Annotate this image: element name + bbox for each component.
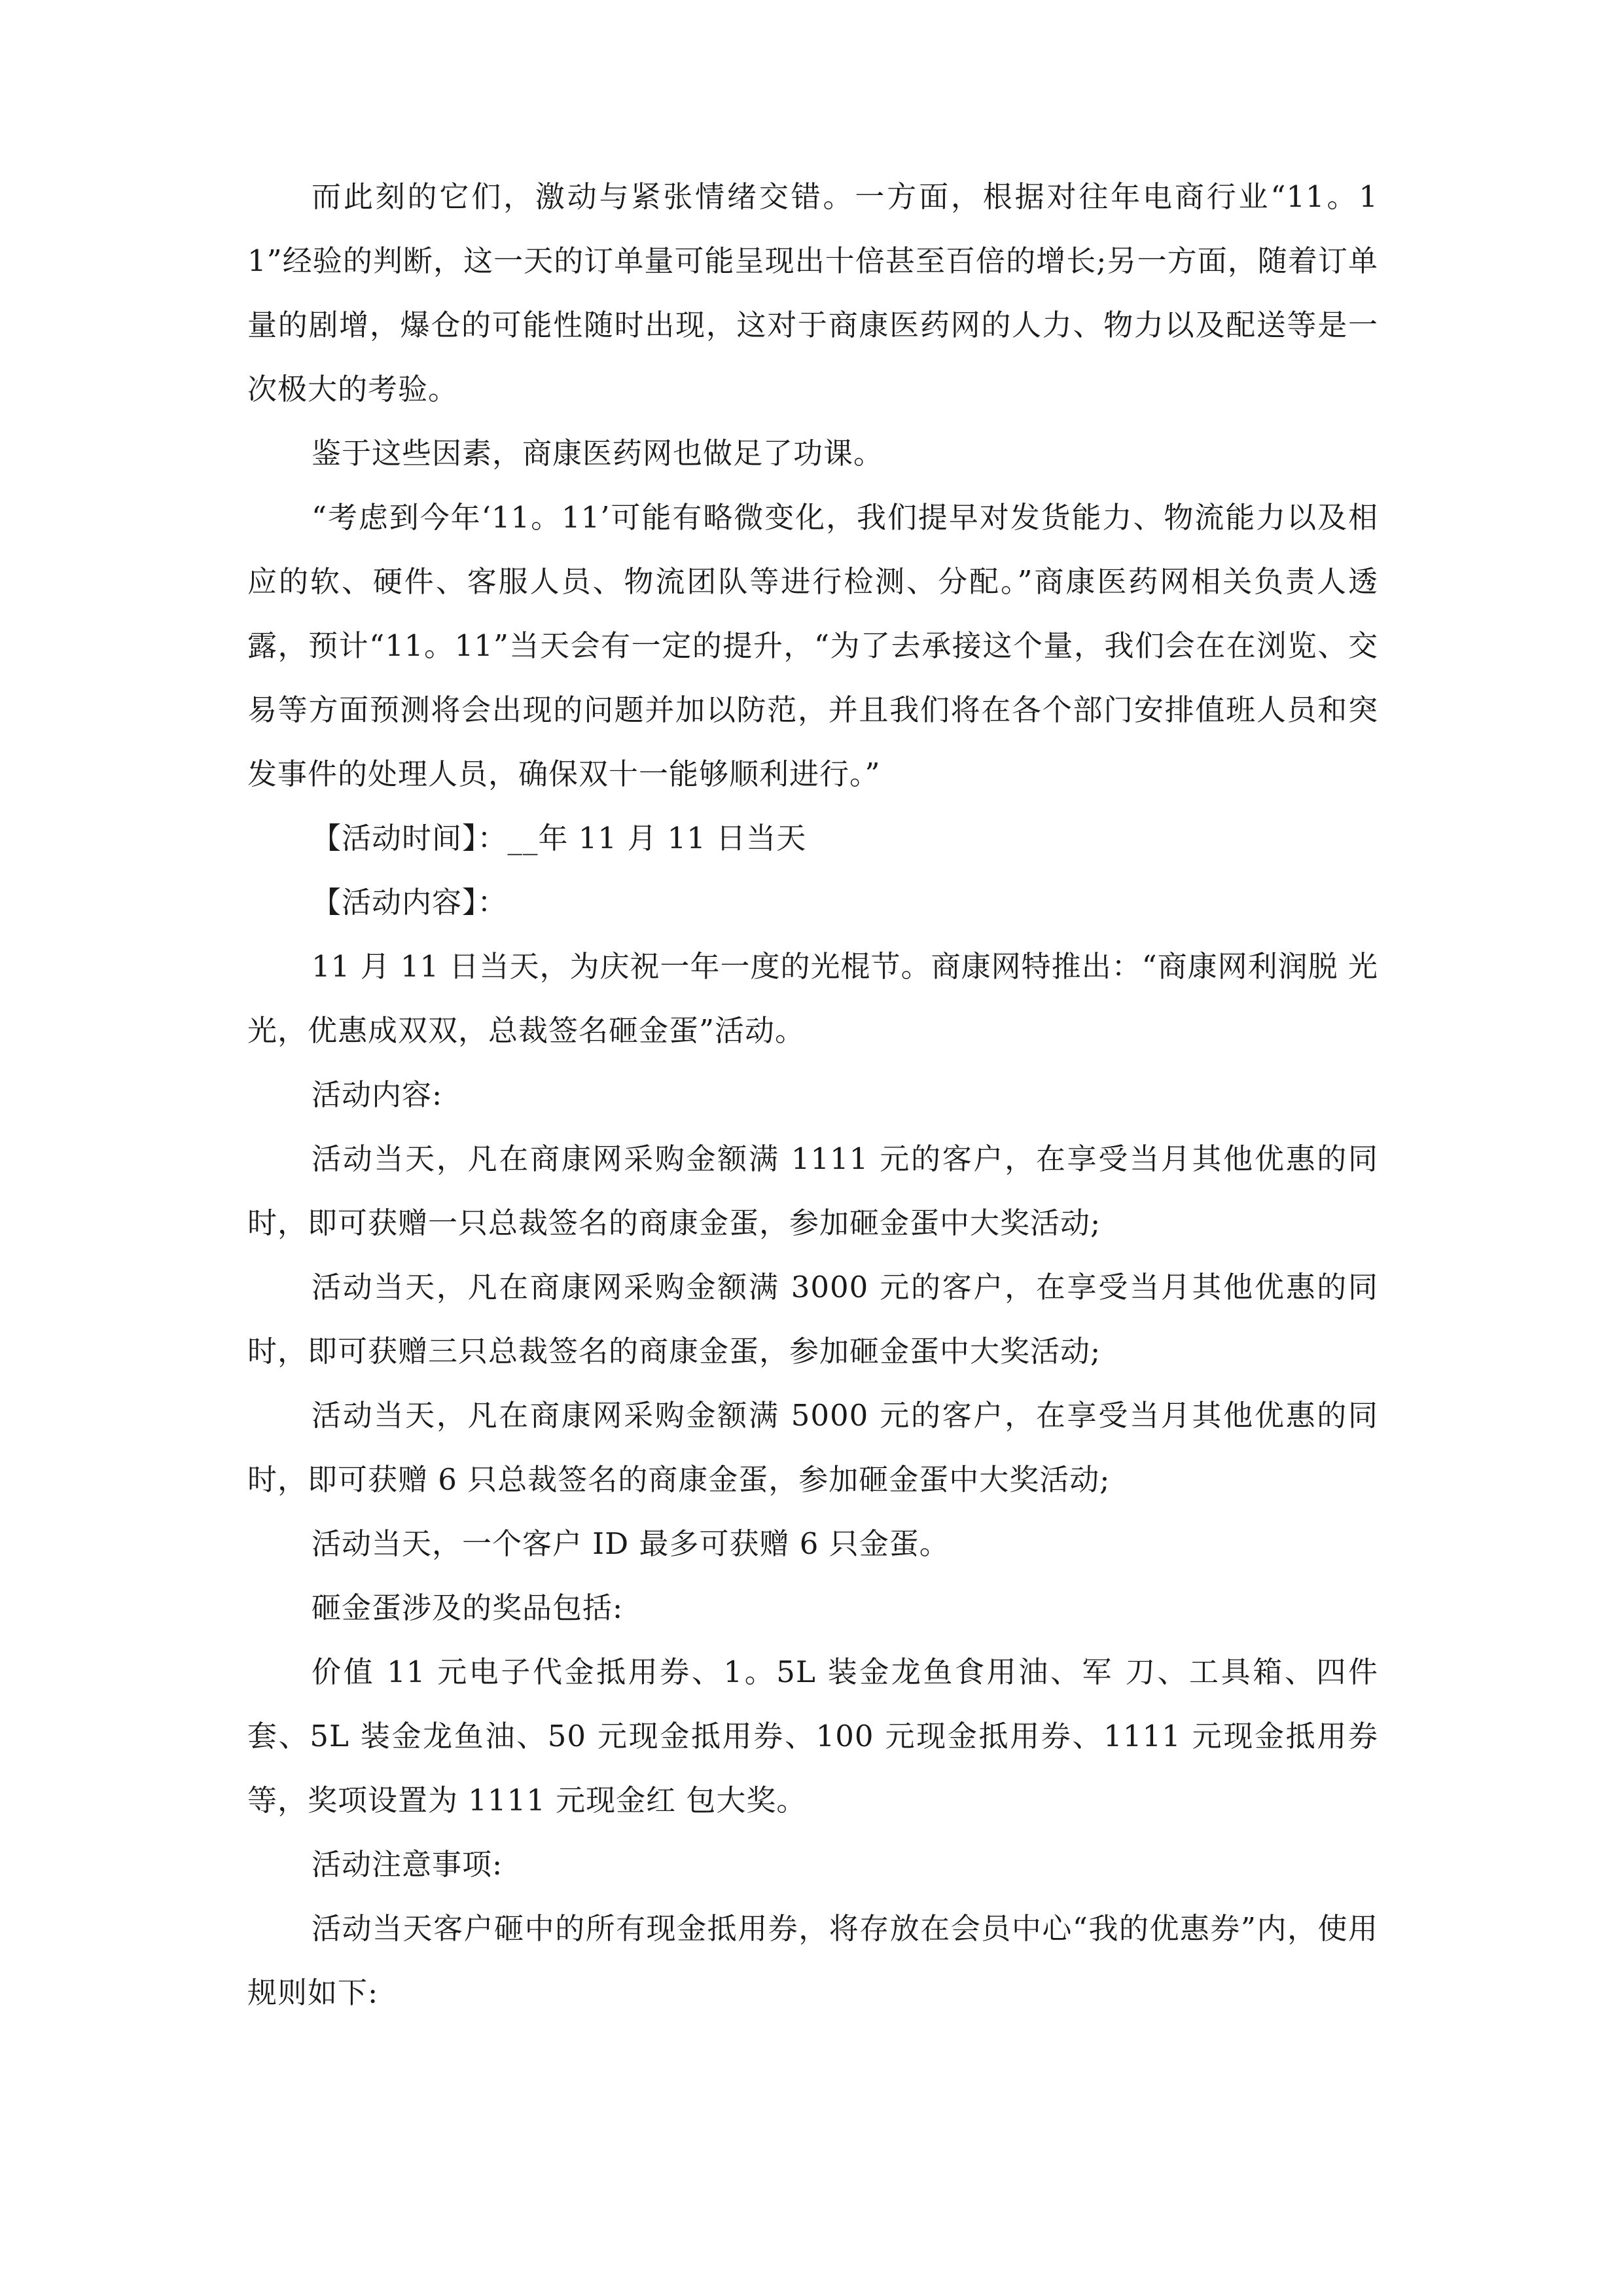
paragraph-preparation: 鉴于这些因素，商康医药网也做足了功课。 (312, 436, 884, 471)
activity-content-heading: 【活动内容】： (312, 885, 508, 920)
rule-tier-1111: 活动当天，凡在商康网采购金额满 1111 元的客户，在享受当月其他优惠的同时，即可获赠一只总裁签名的商康金蛋，参加砸金蛋中大奖活动; (247, 1141, 1378, 1240)
activity-content-subheading: 活动内容: (312, 1077, 443, 1112)
paragraph-intro: 而此刻的它们，激动与紧张情绪交错。一方面，根据对往年电商行业“11。11”经验的判断，这一天的订单量可能呈现出十倍甚至百倍的增长;另一方面，随着订单量的剧增，爆仓的可能性随时出现，这对于商康医药网的人力、物力以及配送等是一次极大的考验。 (247, 179, 1378, 406)
rule-tier-3000: 活动当天，凡在商康网采购金额满 3000 元的客户，在享受当月其他优惠的同时，即可获赠三只总裁签名的商康金蛋，参加砸金蛋中大奖活动; (247, 1270, 1378, 1369)
prizes-heading: 砸金蛋涉及的奖品包括: (312, 1590, 624, 1625)
rule-tier-5000: 活动当天，凡在商康网采购金额满 5000 元的客户，在享受当月其他优惠的同时，即可获赠 6 只总裁签名的商康金蛋，参加砸金蛋中大奖活动; (247, 1398, 1378, 1497)
rule-max-eggs: 活动当天，一个客户 ID 最多可获赠 6 只金蛋。 (312, 1526, 950, 1561)
paragraph-quote: “考虑到今年‘11。11’可能有略微变化，我们提早对发货能力、物流能力以及相应的软、硬件、客服人员、物流团队等进行检测、分配。”商康医药网相关负责人透露，预计“11。11”当天会有一定的提升，“为了去承接这个量，我们会在在浏览、交易等方面预测将会出现的问题并加以防范，并且我们将在各个部门安排值班人员和突发事件的处理人员，确保双十一能够顺利进行。” (247, 500, 1378, 791)
notes-heading: 活动注意事项: (312, 1847, 503, 1882)
activity-time: 【活动时间】：__年 11 月 11 日当天 (312, 821, 807, 855)
document-page (247, 165, 1378, 2025)
paragraph-event-intro: 11 月 11 日当天，为庆祝一年一度的光棍节。商康网特推出：“商康网利润脱 光光，优惠成双双，总裁签名砸金蛋”活动。 (247, 949, 1378, 1048)
notes-coupon-rules: 活动当天客户砸中的所有现金抵用券，将存放在会员中心“我的优惠券”内，使用规则如下: (247, 1911, 1378, 2010)
prizes-list: 价值 11 元电子代金抵用券、1。5L 装金龙鱼食用油、军 刀、工具箱、四件套、5L 装金龙鱼油、50 元现金抵用券、100 元现金抵用券、1111 元现金抵用券等，奖项设置为 1111 元现金红 包大奖。 (247, 1655, 1378, 1818)
